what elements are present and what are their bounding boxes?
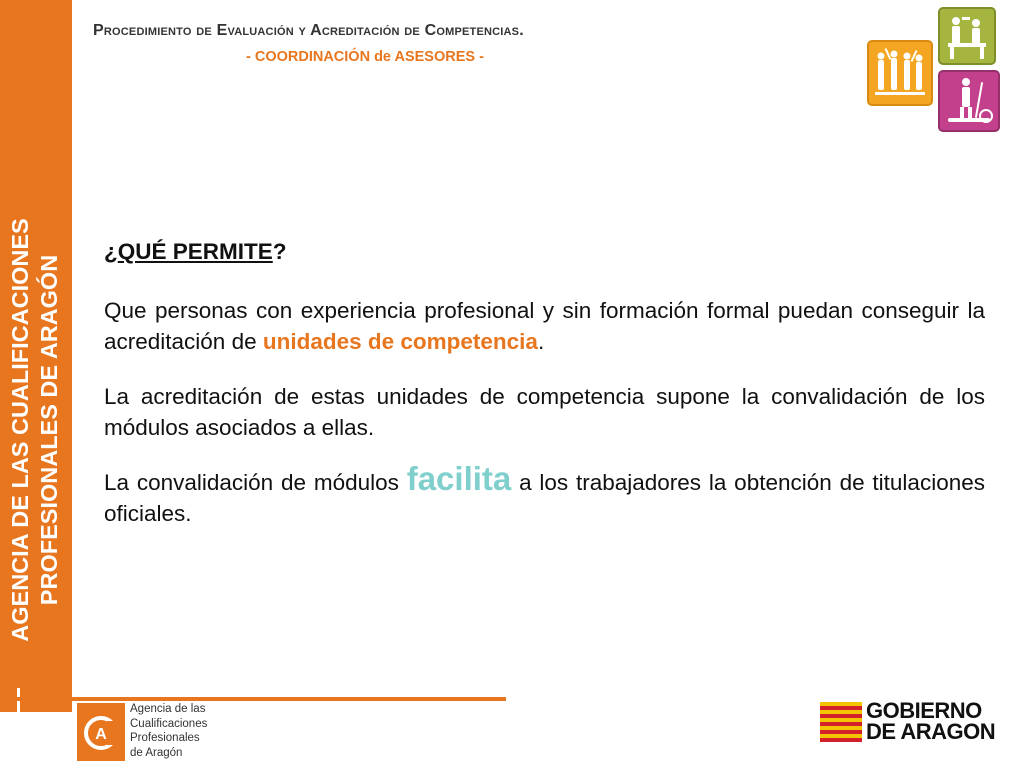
paragraph-2: La acreditación de estas unidades de competencia supone la convalidación de los módulos asociados a ellas. xyxy=(104,384,985,440)
heading-suffix: ? xyxy=(272,239,287,264)
page-title: Procedimiento de Evaluación y Acreditación de Competencias. xyxy=(93,22,524,39)
agency-line: Agencia de las xyxy=(130,703,206,715)
gov-line1: GOBIERNO xyxy=(866,698,982,723)
p1-end: . xyxy=(537,329,545,354)
sidebar-title-line2: PROFESIONALES DE ARAGÓN xyxy=(36,254,62,606)
page-subtitle: - COORDINACIÓN de ASESORES - xyxy=(246,49,484,65)
section-heading xyxy=(104,236,985,267)
worker-tools-icon xyxy=(938,70,1000,132)
bottom-divider xyxy=(0,697,506,701)
agency-line: de Aragón xyxy=(130,746,183,759)
heading-prefix: ¿ xyxy=(104,239,118,264)
workers-table-icon xyxy=(938,7,996,65)
agency-logo-icon xyxy=(77,703,125,761)
p3-end: a los trabajadores la obtención de titulaciones oficiales. xyxy=(104,470,985,526)
aragon-flag-icon xyxy=(820,702,862,742)
p1-text: Que personas con experiencia profesional y sin formación formal puedan conseguir la acreditación de xyxy=(104,298,985,354)
sidebar-title-line1: AGENCIA DE LAS CUALIFICACIONES xyxy=(7,218,33,642)
workers-group-icon xyxy=(867,40,933,106)
agency-name xyxy=(130,702,207,760)
p3-highlight: facilita xyxy=(406,460,512,497)
svg-text:A: A xyxy=(95,726,107,743)
gov-line2: DE ARAGON xyxy=(866,719,996,744)
main-content xyxy=(104,236,985,553)
p3-start: La convalidación de módulos xyxy=(104,470,407,495)
agency-line: Cualificaciones xyxy=(130,717,208,730)
p1-highlight: unidades de competencia xyxy=(262,329,538,354)
paragraph-3 xyxy=(104,460,985,529)
sidebar-agency-title xyxy=(6,195,70,665)
agency-line: Profesionales xyxy=(130,732,200,744)
government-logo-text xyxy=(866,700,995,742)
paragraph-1 xyxy=(104,295,985,357)
heading-underlined: QUÉ PERMITE xyxy=(117,239,273,264)
